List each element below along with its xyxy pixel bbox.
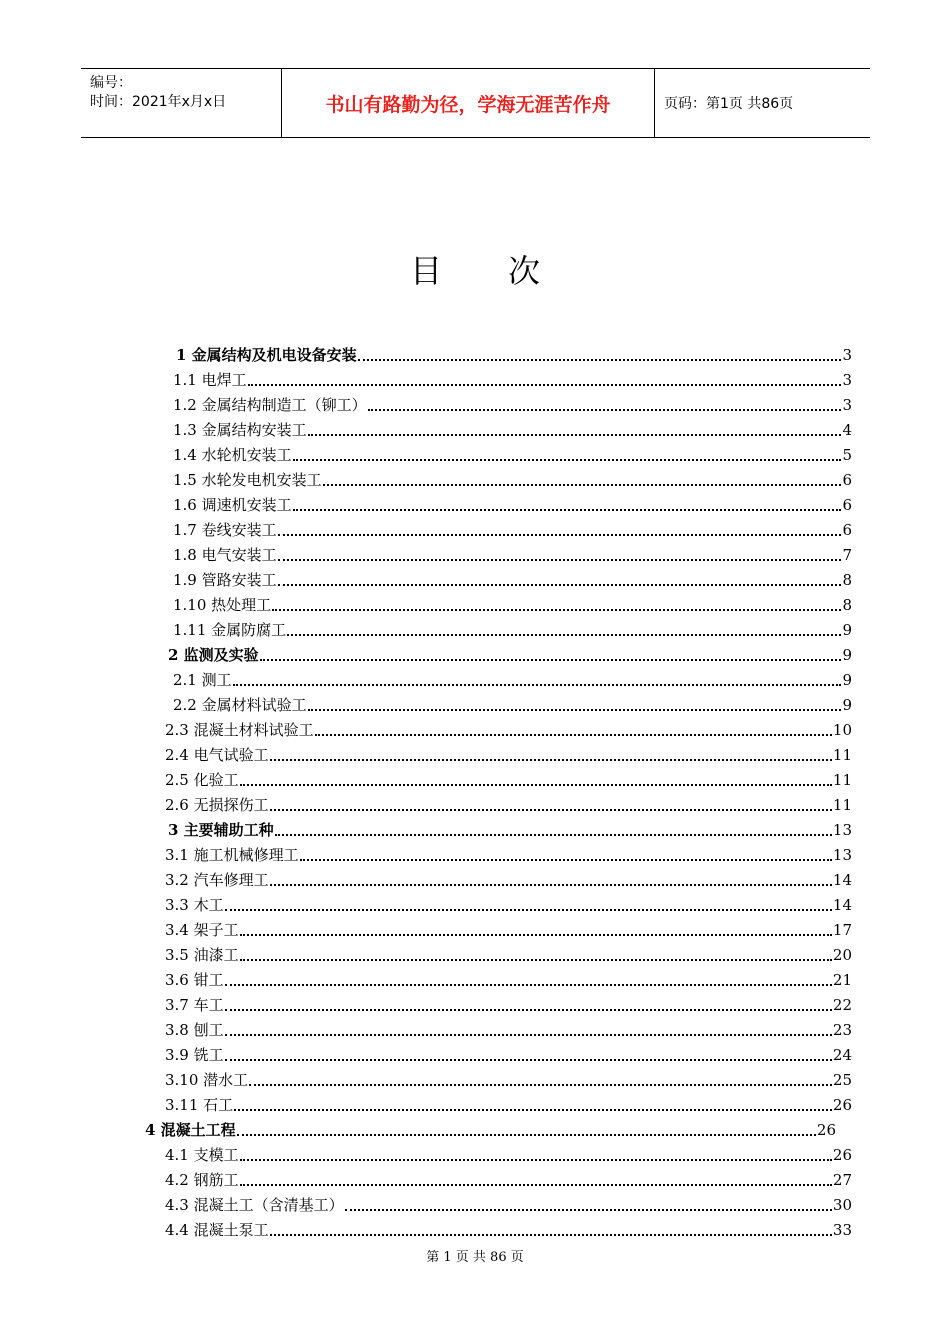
toc-entry-label: 2.2 金属材料试验工	[173, 696, 307, 714]
toc-entry-page: 25	[832, 1071, 852, 1089]
time-label: 时间：2021年x月x日	[90, 94, 227, 110]
toc-entry-label: 4.4 混凝土泵工	[165, 1221, 269, 1239]
toc-entry[interactable]	[145, 1115, 836, 1140]
toc-entry-page: 6	[842, 521, 852, 539]
title-char-2: 次	[508, 252, 541, 290]
page-title	[0, 246, 950, 292]
toc-entry-label: 3 主要辅助工种	[168, 821, 274, 839]
toc-entry[interactable]	[165, 1215, 852, 1240]
toc-entry[interactable]	[173, 615, 852, 640]
toc-entry[interactable]	[165, 915, 852, 940]
toc-entry-label: 1.11 金属防腐工	[173, 621, 287, 639]
title-char-1: 目	[409, 252, 442, 290]
toc-entry-label: 1.9 管路安装工	[173, 571, 277, 589]
toc-entry-page: 26	[832, 1096, 852, 1114]
toc-entry-page: 11	[832, 771, 852, 789]
toc-entry[interactable]	[173, 415, 852, 440]
toc-entry-label: 1.1 电焊工	[173, 371, 247, 389]
toc-entry[interactable]	[165, 890, 852, 915]
toc-entry-page: 9	[842, 671, 852, 689]
toc-entry-page: 13	[832, 821, 852, 839]
toc-entry-page: 14	[832, 896, 852, 914]
toc-entry-label: 3.4 架子工	[165, 921, 239, 939]
toc-entry[interactable]	[168, 815, 852, 840]
toc-entry-page: 11	[832, 746, 852, 764]
toc-entry-page: 14	[832, 871, 852, 889]
header-table	[81, 68, 870, 138]
toc-entry-page: 9	[842, 621, 852, 639]
toc-entry-label: 1 金属结构及机电设备安装	[176, 346, 357, 364]
toc-entry-label: 2 监测及实验	[168, 646, 259, 664]
toc-entry-page: 20	[832, 946, 852, 964]
toc-entry[interactable]	[176, 340, 852, 365]
toc-entry[interactable]	[173, 390, 852, 415]
toc-entry-label: 1.8 电气安装工	[173, 546, 277, 564]
toc-entry-page: 33	[832, 1221, 852, 1239]
toc-entry-page: 3	[842, 396, 852, 414]
toc-entry-label: 1.2 金属结构制造工（铆工）	[173, 396, 367, 414]
toc-entry[interactable]	[165, 965, 852, 990]
toc-entry-page: 11	[832, 796, 852, 814]
toc-entry[interactable]	[165, 940, 852, 965]
toc-entry-page: 10	[832, 721, 852, 739]
toc-entry-label: 1.7 卷线安装工	[173, 521, 277, 539]
toc-entry-label: 4.2 钢筋工	[165, 1171, 239, 1189]
toc-entry-label: 3.2 汽车修理工	[165, 871, 269, 889]
toc-entry[interactable]	[165, 1040, 852, 1065]
toc-entry-label: 2.3 混凝土材料试验工	[165, 721, 314, 739]
toc-entry[interactable]	[173, 590, 852, 615]
page-footer: 第 1 页 共 86 页	[426, 1250, 524, 1265]
toc-entry[interactable]	[173, 465, 852, 490]
toc-entry-label: 4 混凝土工程	[145, 1121, 236, 1139]
toc-entry[interactable]	[165, 990, 852, 1015]
toc-entry[interactable]	[165, 765, 852, 790]
toc-entry-label: 1.5 水轮发电机安装工	[173, 471, 322, 489]
toc-entry-page: 21	[832, 971, 852, 989]
toc-entry-label: 3.1 施工机械修理工	[165, 846, 299, 864]
header-motto: 书山有路勤为径，学海无涯苦作舟	[325, 93, 611, 116]
toc-entry-label: 1.3 金属结构安装工	[173, 421, 307, 439]
toc-entry-page: 27	[832, 1171, 852, 1189]
toc-entry[interactable]	[165, 1190, 852, 1215]
toc-entry[interactable]	[165, 1140, 852, 1165]
toc-entry-label: 3.10 潜水工	[165, 1071, 249, 1089]
toc-entry-page: 8	[842, 571, 852, 589]
toc-entry-page: 13	[832, 846, 852, 864]
toc-entry-page: 3	[842, 371, 852, 389]
toc-entry[interactable]	[173, 665, 852, 690]
number-label: 编号：	[90, 75, 132, 91]
toc-entry[interactable]	[173, 565, 852, 590]
toc-entry[interactable]	[168, 640, 852, 665]
toc-entry-label: 3.5 油漆工	[165, 946, 239, 964]
toc-entry[interactable]	[165, 790, 852, 815]
toc-entry-label: 2.1 测工	[173, 671, 232, 689]
toc-entry[interactable]	[165, 715, 852, 740]
toc-entry-label: 3.11 石工	[165, 1096, 234, 1114]
toc-entry[interactable]	[165, 840, 852, 865]
toc-entry-label: 3.7 车工	[165, 996, 224, 1014]
toc-entry-label: 2.4 电气试验工	[165, 746, 269, 764]
toc-entry[interactable]	[165, 1090, 852, 1115]
toc-entry-page: 26	[832, 1146, 852, 1164]
toc-entry-label: 1.10 热处理工	[173, 596, 272, 614]
header-page-info: 页码：第1页 共86页	[664, 96, 794, 112]
toc-entry[interactable]	[173, 365, 852, 390]
toc-entry-page: 5	[842, 446, 852, 464]
toc-entry-page: 6	[842, 471, 852, 489]
toc-entry-page: 9	[842, 646, 852, 664]
toc-entry-label: 4.1 支模工	[165, 1146, 239, 1164]
toc-entry-label: 2.6 无损探伤工	[165, 796, 269, 814]
toc-entry-label: 1.4 水轮机安装工	[173, 446, 292, 464]
toc-entry-page: 23	[832, 1021, 852, 1039]
toc-entry-label: 4.3 混凝土工（含清基工）	[165, 1196, 344, 1214]
toc-entry-label: 3.9 铣工	[165, 1046, 224, 1064]
toc-entry-page: 3	[842, 346, 852, 364]
toc-entry[interactable]	[165, 865, 852, 890]
toc-entry-page: 4	[842, 421, 852, 439]
toc-entry[interactable]	[165, 1065, 852, 1090]
toc-entry[interactable]	[173, 490, 852, 515]
toc-entry-page: 26	[816, 1121, 836, 1139]
toc-entry-page: 22	[832, 996, 852, 1014]
toc-entry-page: 30	[832, 1196, 852, 1214]
toc-entry-page: 6	[842, 496, 852, 514]
toc-entry[interactable]	[165, 1015, 852, 1040]
toc-entry[interactable]	[173, 515, 852, 540]
toc-entry-label: 3.3 木工	[165, 896, 224, 914]
toc-entry-page: 8	[842, 596, 852, 614]
toc-entry[interactable]	[173, 440, 852, 465]
header-meta	[81, 69, 281, 137]
toc-entry[interactable]	[173, 690, 852, 715]
toc-entry-page: 9	[842, 696, 852, 714]
toc-entry-page: 7	[842, 546, 852, 564]
toc-entry-page: 24	[832, 1046, 852, 1064]
toc-entry-label: 2.5 化验工	[165, 771, 239, 789]
toc-entry[interactable]	[173, 540, 852, 565]
toc-entry-label: 1.6 调速机安装工	[173, 496, 292, 514]
toc-entry[interactable]	[165, 740, 852, 765]
toc-entry-label: 3.8 刨工	[165, 1021, 224, 1039]
toc-entry[interactable]	[165, 1165, 852, 1190]
header-divider	[654, 69, 655, 137]
toc-entry-label: 3.6 钳工	[165, 971, 224, 989]
toc-entry-page: 17	[832, 921, 852, 939]
